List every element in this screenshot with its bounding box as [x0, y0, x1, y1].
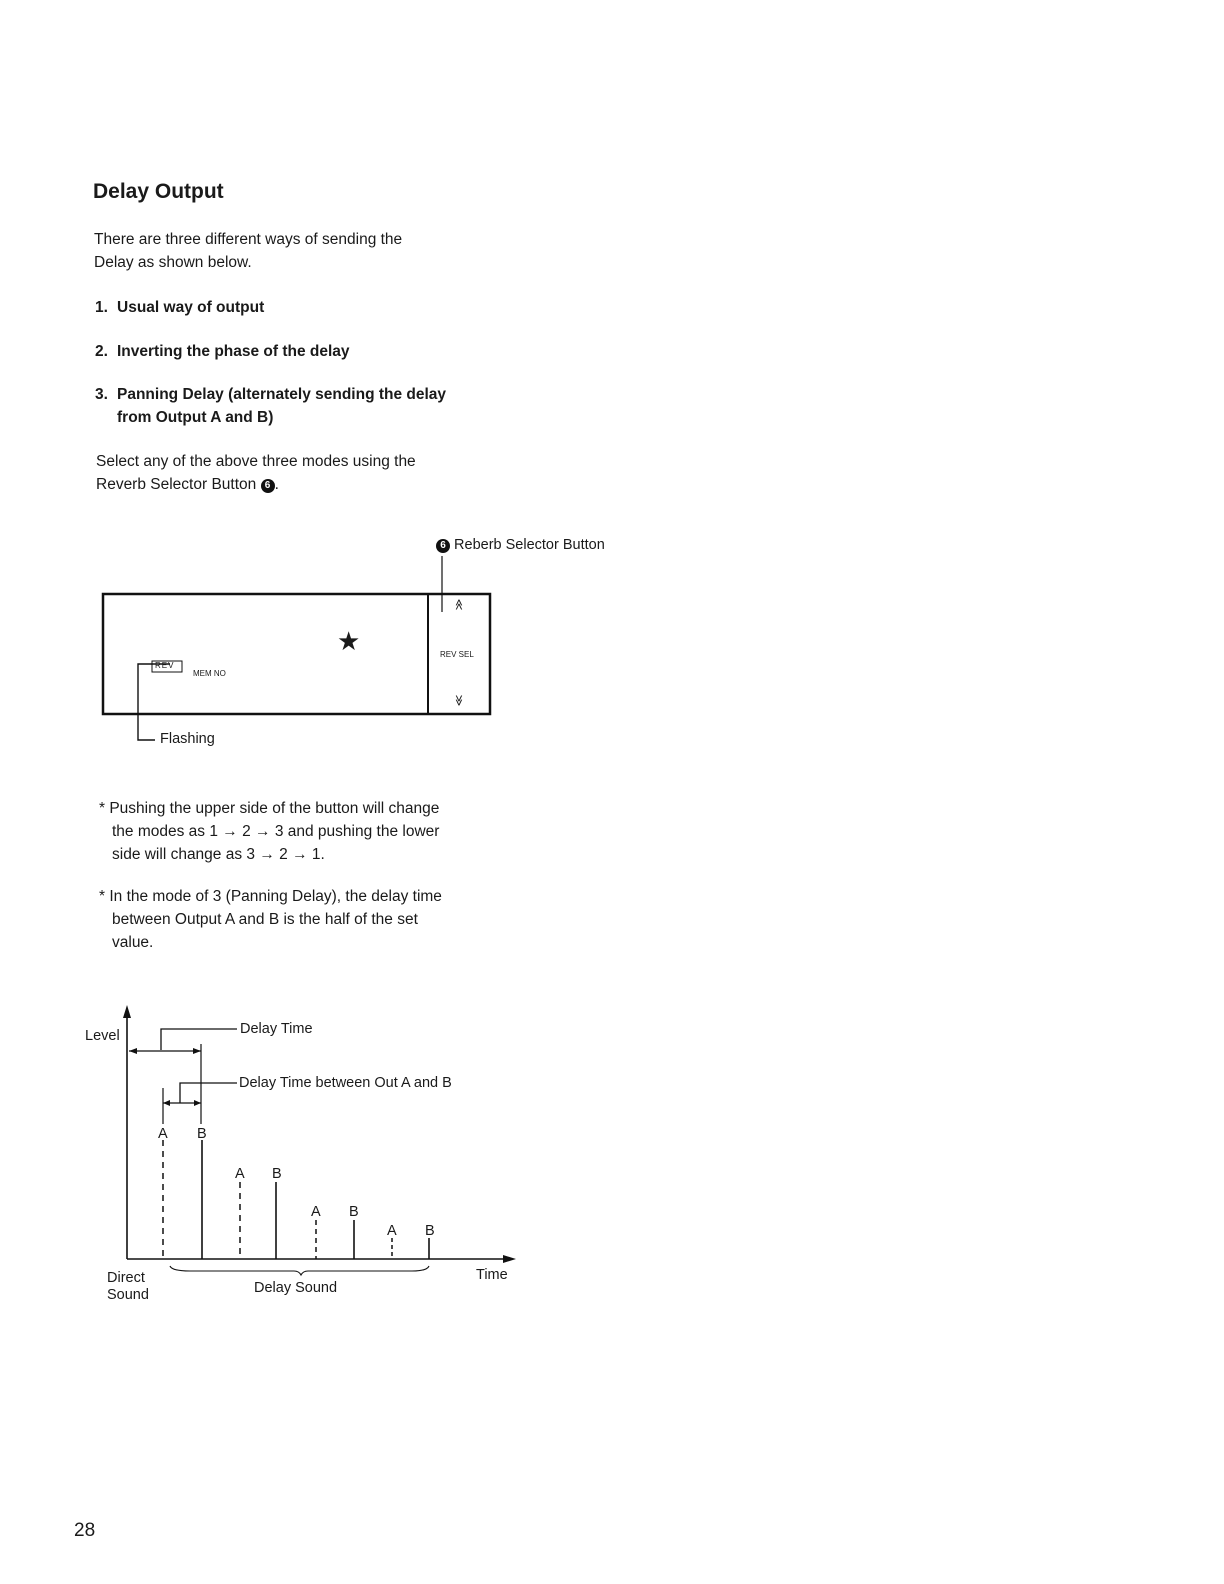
pulse-4-a-label: A [387, 1223, 397, 1239]
mode-2-text: Inverting the phase of the delay [117, 343, 350, 360]
selector-number-badge: 6 [436, 539, 450, 553]
pulse-1-b-label: B [197, 1126, 207, 1142]
button-ref-badge: 6 [261, 479, 275, 493]
select-paragraph: Select any of the above three modes using the Reverb Selector Button 6 . [96, 450, 416, 496]
callout-label: Reberb Selector Button [454, 537, 605, 553]
up-arrow-icon[interactable]: ≪ [452, 598, 465, 611]
rev-sel-label: REV SEL [440, 650, 474, 659]
select-line-2: Reverb Selector Button [96, 476, 257, 493]
flashing-label: Flashing [160, 731, 215, 747]
direct-sound-label [107, 1270, 149, 1304]
delay-time-ab-label: Delay Time between Out A and B [239, 1075, 452, 1091]
pulse-3-a-label: A [311, 1204, 321, 1220]
note-1-line-2: the modes as 1 → 2 → 3 and pushing the lower [112, 823, 440, 840]
page-number: 28 [74, 1520, 96, 1541]
direct-sound-line-1: Direct [107, 1270, 145, 1286]
mode-3-text-1: Panning Delay (alternately sending the delay [117, 386, 447, 403]
delay-sound-label: Delay Sound [254, 1280, 338, 1296]
intro-line-1: There are three different ways of sending the [94, 231, 403, 248]
page-title: Delay Output [93, 180, 224, 203]
pulse-2-b-label: B [272, 1166, 282, 1182]
x-axis-label: Time [476, 1267, 508, 1283]
delay-time-label: Delay Time [240, 1021, 313, 1037]
note-2-line-3: value. [112, 934, 154, 951]
intro-line-2: Delay as shown below. [94, 254, 252, 271]
y-axis-label: Level [85, 1028, 120, 1044]
rev-badge: REV [155, 661, 175, 670]
note-2-line-1: * In the mode of 3 (Panning Delay), the delay time [99, 888, 442, 905]
pulse-3-b-label: B [349, 1204, 359, 1220]
pulse-2-a-label: A [235, 1166, 245, 1182]
star-icon: ★ [337, 626, 361, 656]
pulse-1-a-label: A [158, 1126, 168, 1142]
down-arrow-icon[interactable]: ≫ [452, 694, 465, 707]
direct-sound-line-2: Sound [107, 1287, 149, 1303]
mode-3-number: 3. [95, 386, 108, 403]
note-1-line-1: * Pushing the upper side of the button will change [99, 800, 440, 817]
mem-no-label: MEM NO [193, 669, 226, 678]
select-line-1: Select any of the above three modes using the [96, 453, 416, 470]
mode-3-text-2: from Output A and B) [117, 409, 274, 426]
mode-2-number: 2. [95, 343, 108, 360]
note-1-line-3: side will change as 3 → 2 → 1. [112, 846, 325, 863]
mode-1-number: 1. [95, 299, 108, 316]
note-2-line-2: between Output A and B is the half of the set [112, 911, 418, 928]
pulse-4-b-label: B [425, 1223, 435, 1239]
mode-1-text: Usual way of output [117, 299, 265, 316]
